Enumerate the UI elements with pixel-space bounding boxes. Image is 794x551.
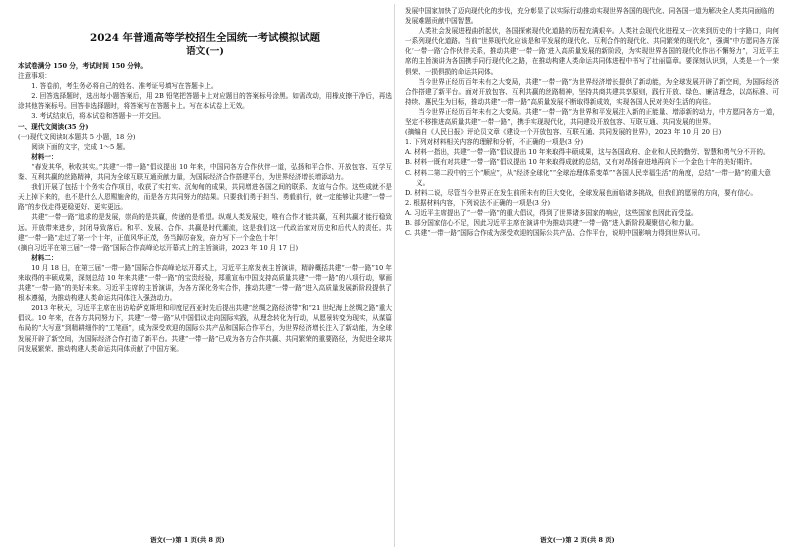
material-one-paragraph: “春发其华，秋收其实。”共建“一带一路”倡议提出 10 年来，中国同各方合作伙伴一道，弘扬和平合作、开放包容、互学互鉴、互利共赢的丝路精神，共同为全球互联互通贡献力量，为国际经济合作搭建平台，为世界经济增长增添动力。	[18, 162, 392, 182]
note-item: 3. 考试结束后，将本试卷和答题卡一并交回。	[31, 112, 165, 121]
page-divider	[394, 4, 395, 547]
exam-subtitle: 语文(一)	[186, 46, 224, 57]
material-two-label: 材料二：	[31, 253, 58, 262]
article-source: (摘编自《人民日报》评论员文章《建设一个开放包容、互联互通、共同发展的世界》，2023 年 10 月 20 日)	[405, 128, 722, 137]
page-footer-right: 语文(一)第 2 页(共 8 页)	[540, 536, 615, 544]
question-1-option-d: D. 材料二说，尽管当今世界正在发生前所未有的巨大变化，全球发展也面临诸多挑战，但我们的愿景的方向，要有信心。	[405, 188, 758, 197]
article-paragraph: 人类社会发展进程曲折起伏，各国探索现代化道路的历程充满艰辛。人类社会现代化进程又一次来到历史的十字路口，向何一系列现代化道路。当前“世界现代化应该是和平发展的现代化、互利合作的现代化、共同繁荣的现代化”，强调“中方愿同各方深化‘一带一路’合作伙伴关系，推动共建‘一带一路’进入高质量发展的新阶段，为实现世界各国的现代化作出不懈努力”，习近平主席的主旨演讲为各国携手同行现代化之路，在推动构建人类命运共同体进程中书写了壮丽篇章。要深刻认识到，人类是一个一荣俱荣、一损俱损的命运共同体。	[405, 27, 779, 76]
question-1-option-c: C. 材料二第二段中的三个“顺应”，从“经济全球化”“全球治理体系变革”“各国人民幸福生活”的角度，总结“一带一路”的重大意义。	[405, 168, 771, 187]
material-one-source: (摘自习近平在第三届“一带一路”国际合作高峰论坛开幕式上的主旨演讲，2023 年 10 月 17 日)	[18, 243, 299, 252]
question-1-stem: 1. 下列对材料相关内容的理解和分析，不正确的一项是(3 分)	[405, 138, 584, 147]
material-one-paragraph: 我们开展了包括十个务实合作项目，收获了实打实、沉甸甸的成果，共同增进各国之间的联系、友谊与合作。这些成就不是天上掉下来的，也不是什么人恩赐施舍的，而是各方共同努力的结果。只要我们勇于担当、勇毅前行，就一定能够让共建“一带一路”的步伐走得更稳更好、更实更远。	[18, 183, 392, 212]
question-2-stem: 2. 根据材料内容，下列说法不正确的一项是(3 分)	[405, 198, 551, 207]
article-paragraph: 当今世界正经历百年未有之大变局，共建“一带一路”为世界经济增长提供了新动能，为全球发展开辟了新空间，为国际经济合作搭建了新平台。面对开放包容、互利共赢的丝路精神，坚持共商共建共享原则，践行开放、绿色、廉洁理念，以高标准、可持续、惠民生为目标，推动共建“一带一路”高质量发展不断取得新成效，实现各国人民对美好生活的向往。	[405, 77, 779, 106]
question-2-option-a: A. 习近平主席提出了“一带一路”的重大倡议，得到了世界诸多国家的响应，这些国家也因此而受益。	[405, 208, 698, 217]
material-one-paragraph: 共建“一带一路”追求的是发展，崇尚的是共赢，传递的是希望。纵观人类发展史，唯有合作才能共赢，互利共赢才能行稳致远。开放带来进步，封闭导致落后。和平、发展、合作、共赢是时代潮流，这是我们这一代政治家对历史和后代人的责任。共建“一带一路”走过了第一个十年，正值风华正茂，务当踔厉奋发，奋力写下一个金色十年！	[18, 213, 392, 242]
article-paragraph: 当今世界正经历百年未有之大变局。共建“一带一路”为世界和平发展注入新的正能量、增添新的动力，中方愿同各方一道，坚定不移推进高质量共建“一带一路”，携手实现现代化，共同建设开放包容、互联互通、共同发展的世界。	[405, 107, 779, 127]
notes-title: 注意事项：	[18, 72, 51, 81]
section-one-title: 一、现代文阅读(35 分)	[18, 122, 89, 131]
score-time-info: 本试卷满分 150 分，考试时间 150 分钟。	[18, 62, 148, 70]
material-one-label: 材料一：	[31, 152, 58, 161]
note-item: 1. 答卷前，考生务必将自己的姓名、准考证号填写在答题卡上。	[31, 82, 218, 91]
question-2-option-c: C. 共建“一带一路”国际合作成为深受欢迎的国际公共产品、合作平台，说明中国影响力得到世界认可。	[405, 229, 705, 238]
question-1-option-b: B. 材料一既有对共建“一带一路”倡议提出 10 年来取得成就的总结，又有对昂扬奋进地再向下一个金色十年的美好期许。	[405, 158, 757, 167]
section-one-instruction: 阅读下面的文字，完成 1～5 题。	[31, 142, 130, 151]
question-1-option-a: A. 材料一指出，共建“一带一路”倡议提出 10 年来取得丰硕成果，这与各国政府、企业和人民的勤劳、智慧和勇气分不开的。	[405, 148, 770, 157]
note-item: 2. 回答选择题时，选出每小题答案后，用 2B 铅笔把答题卡上对应题目的答案标号涂黑。如需改动，用橡皮擦干净后，再选涂其他答案标号。回答非选择题时，将答案写在答题卡上。写在本试卷上无效。	[18, 92, 392, 111]
page-right	[405, 6, 779, 238]
page-footer-left: 语文(一)第 1 页(共 8 页)	[150, 536, 225, 544]
page-left	[18, 6, 392, 354]
question-2-option-b: B. 部分国家信心不足，因此习近平主席在演讲中为推动共建“一带一路”进入新阶段凝聚信心和力量。	[405, 218, 698, 227]
section-one-subtitle: (一)现代文阅读Ⅰ(本题共 5 小题，18 分)	[18, 132, 136, 141]
material-two-paragraph: 10 月 18 日，在第三届“一带一路”国际合作高峰论坛开幕式上，习近平主席发表主旨演讲，精辟概括共建“一带一路”10 年来取得的丰硕成果，深刻总结 10 年来共建“一带一路”的宝贵经验，郑重宣布中国支持高质量共建“一带一路”的八项行动，擘画共建“一带一路”的美好未来。习近平主席的主旨演讲，为各方深化务实合作，推动共建“一带一路”进入高质量发展新阶段提供了根本遵循，为推动构建人类命运共同体注入强劲动力。	[18, 263, 392, 303]
continued-paragraph: 发展中国家加快了迈向现代化的步伐，充分彰显了以实际行动推动实现世界各国的现代化、同各国一道为解决全人类共同面临的发展难题贡献中国智慧。	[405, 7, 775, 26]
material-two-paragraph: 2013 年秋天，习近平主席在出访哈萨克斯坦和印度尼西亚时先后提出共建“丝绸之路经济带”和“21 世纪海上丝绸之路”重大倡议。10 年来，在各方共同努力下，共建“一带一路”从中国倡议走向国际实践，从理念转化为行动，从愿景转变为现实，从谋篇布局的“大写意”到精耕细作的“工笔画”，成为深受欢迎的国际公共产品和国际合作平台，为世界经济增长注入了新动能，为全球发展开辟了新空间，为国际经济合作打造了新平台。共建“一带一路”已成为各方合作共赢、共同繁荣的重要路径，为促进全球共同发展繁荣、推动构建人类命运共同体贡献了中国方案。	[18, 304, 392, 353]
exam-title: 2024 年普通高等学校招生全国统一考试模拟试题	[90, 32, 320, 44]
